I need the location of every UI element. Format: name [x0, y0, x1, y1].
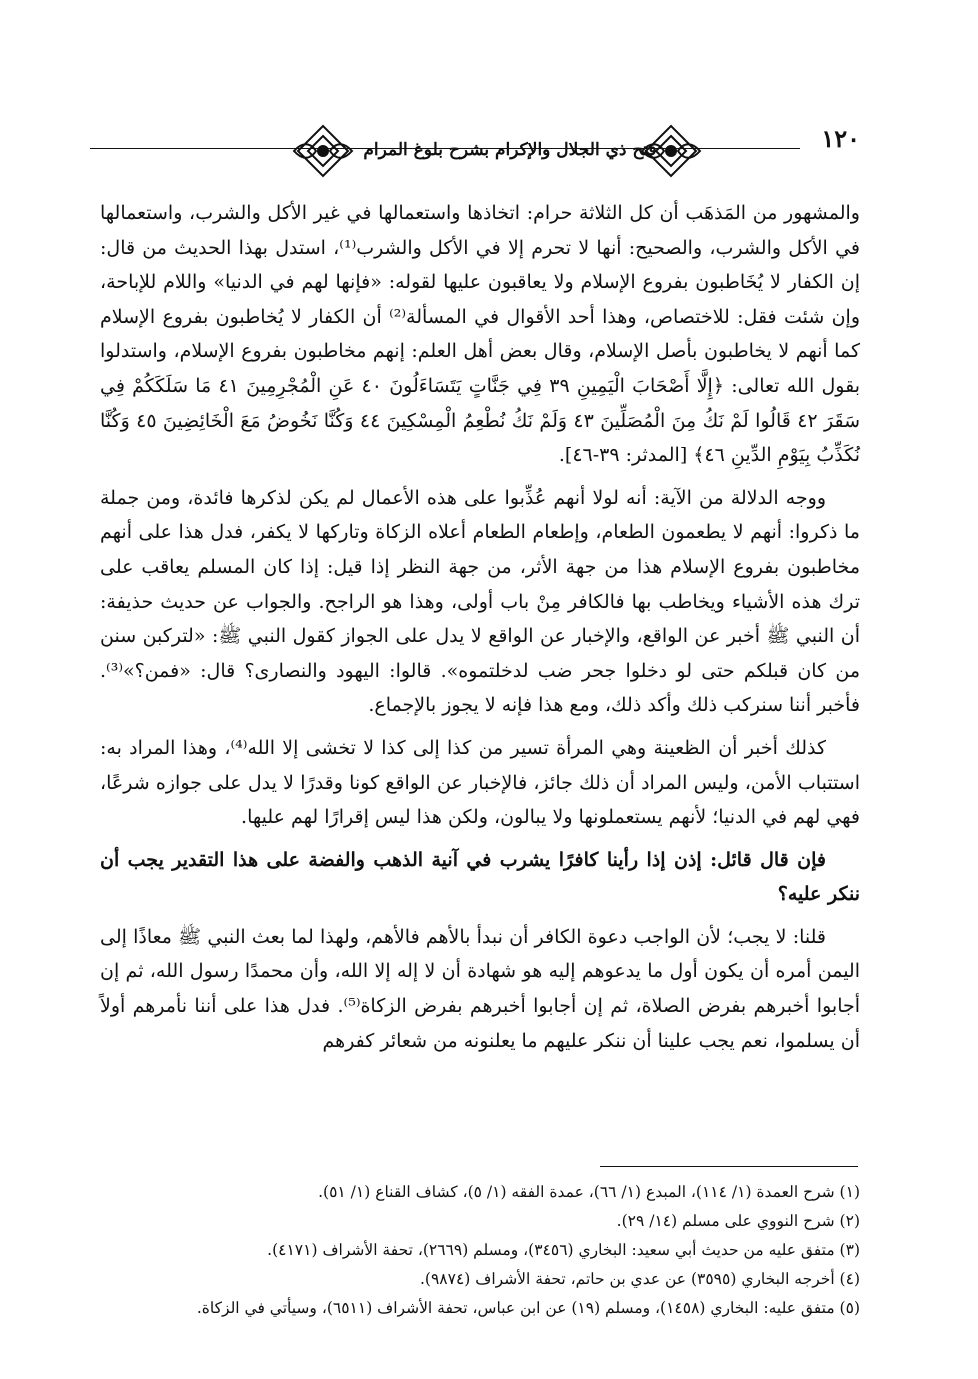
paragraph: كذلك أخبر أن الظعينة وهي المرأة تسير من كذا إلى كذا لا تخشى إلا الله⁽⁴⁾، وهذا المراد به: استتباب الأمن، وليس المراد أن ذلك جائز، فالإخبار عن الواقع كونا وقدرًا لا يدل على جوازه شرعًا، فهي لهم في الدنيا؛ لأنهم يستعملونها ولا يبالون، ولكن هذا ليس إقرارًا لهم عليها. — [100, 736, 860, 829]
footnote: (٥) متفق عليه: البخاري (١٤٥٨)، ومسلم (١٩) عن ابن عباس، تحفة الأشراف (٦٥١١)، وسيأتي في الزكاة. — [196, 1299, 860, 1317]
paragraph: فإن قال قائل: إذن إذا رأينا كافرًا يشرب في آنية الذهب والفضة على هذا التقدير يجب أن ننكر عليه؟ — [100, 848, 860, 906]
main-text — [100, 196, 860, 1066]
paragraph: ووجه الدلالة من الآية: أنه لولا أنهم عُذِّبوا على هذه الأعمال لم يكن لذكرها فائدة، ومن جملة ما ذكروا: أنهم لا يطعمون الطعام، وإطعام الطعام أعلاه الزكاة وتاركها لا يكفر، فدل هذا على أنهم مخاطبون بفروع الإسلام هذا من جهة الأثر، من جهة النظر إذا قيل: إذا كان المسلم يعاقب على ترك هذه الأشياء ويخاطب بها فالكافر مِنْ باب أولى، وهذا هو الراجح. والجواب عن حديث حذيفة: أن النبي ﷺ أخبر عن الواقع، والإخبار عن الواقع لا يدل على الجواز كقول النبي ﷺ: «لتركبن سنن من كان قبلكم حتى لو دخلوا جحر ضب لدخلتموه». قالوا: اليهود والنصارى؟ قال: «فمن؟»⁽³⁾. فأخبر أننا سنركب ذلك وأكد ذلك، ومع هذا فإنه لا يجوز بالإجماع. — [100, 486, 860, 717]
arabesque-ornament-icon — [638, 122, 704, 180]
book-title: فتح ذي الجلال والإكرام بشرح بلوغ المرام — [363, 140, 657, 160]
footnote: (١) شرح العمدة (١/ ١١٤)، المبدع (١/ ٦٦)، عمدة الفقه (١/ ٥)، كشاف القناع (١/ ٥١). — [318, 1183, 860, 1201]
footnote-separator — [600, 1166, 858, 1167]
footnote: (٤) أخرجه البخاري (٣٥٩٥) عن عدي بن حاتم، تحفة الأشراف (٩٨٧٤). — [420, 1270, 860, 1288]
page-number: ١٢٠ — [821, 124, 860, 153]
footnote: (٢) شرح النووي على مسلم (١٤/ ٢٩). — [616, 1212, 860, 1230]
footnote: (٣) متفق عليه من حديث أبي سعيد: البخاري (٣٤٥٦)، ومسلم (٢٦٦٩)، تحفة الأشراف (٤١٧١). — [267, 1241, 860, 1259]
footnotes — [100, 1178, 860, 1323]
paragraph: قلنا: لا يجب؛ لأن الواجب دعوة الكافر أن نبدأ بالأهم فالأهم، ولهذا لما بعث النبي ﷺ معاذًا إلى اليمن أمره أن يكون أول ما يدعوهم إليه هو شهادة أن لا إله إلا الله، وأن محمدًا رسول الله، ثم إن أجابوا أخبرهم بفرض الصلاة، ثم إن أجابوا أخبرهم بفرض الزكاة⁽⁵⁾. فدل هذا على أننا نأمرهم أولاً أن يسلموا، نعم يجب علينا أن ننكر عليهم ما يعلنونه من شعائر كفرهم — [100, 925, 861, 1052]
paragraph: والمشهور من المَذهَب أن كل الثلاثة حرام: اتخاذها واستعمالها في غير الأكل والشرب، واستعمالها في الأكل والشرب، والصحيح: أنها لا تحرم إلا في الأكل والشرب⁽¹⁾، استدل بهذا الحديث من قال: إن الكفار لا يُخَاطبون بفروع الإسلام ولا يعاقبون عليها لقوله: «فإنها لهم في الدنيا» واللام للإباحة، وإن شئت فقل: للاختصاص، وهذا أحد الأقوال في المسألة⁽²⁾ أن الكفار لا يُخاطبون بفروع الإسلام كما أنهم لا يخاطبون بأصل الإسلام، وقال بعض أهل العلم: إنهم مخاطبون بفروع الإسلام، واستدلوا بقول الله تعالى: ﴿إِلَّا أَصْحَابَ الْيَمِينِ ٣٩ فِي جَنَّاتٍ يَتَسَاءَلُونَ ٤٠ عَنِ الْمُجْرِمِينَ ٤١ مَا سَلَكَكُمْ فِي سَقَرَ ٤٢ قَالُوا لَمْ نَكُ مِنَ الْمُصَلِّينَ ٤٣ وَلَمْ نَكُ نُطْعِمُ الْمِسْكِينَ ٤٤ وَكُنَّا نَخُوضُ مَعَ الْخَائِضِينَ ٤٥ وَكُنَّا نُكَذِّبُ بِيَوْمِ الدِّينِ ٤٦﴾ [المدثر: ٣٩-٤٦]. — [100, 202, 861, 467]
page-header — [90, 118, 860, 188]
